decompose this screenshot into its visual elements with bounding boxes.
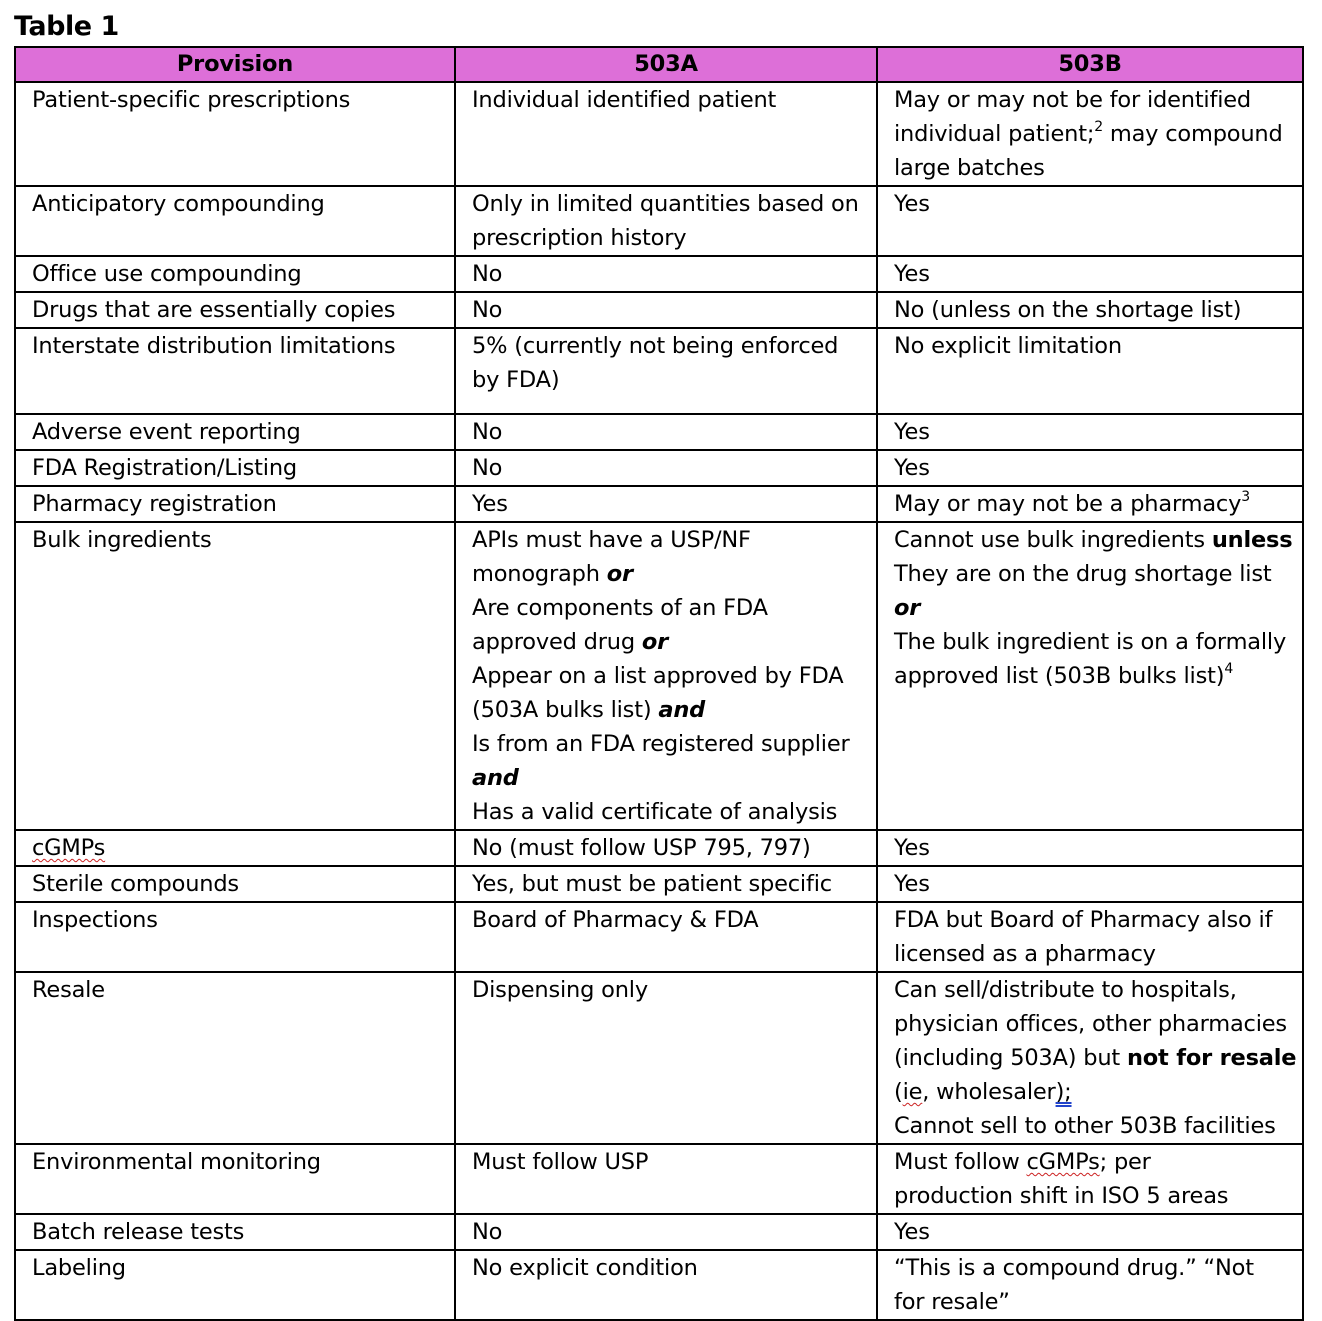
table-title: Table 1 — [14, 11, 119, 42]
cell-text — [472, 693, 872, 727]
emphasis-text: not for resale — [1126, 1045, 1297, 1071]
provision-cell: Patient-specific prescriptions — [15, 82, 455, 186]
cell-text: cGMPs — [32, 835, 106, 861]
cell-text: physician offices, other pharmacies — [894, 1011, 1287, 1037]
503b-cell: No explicit limitation — [877, 328, 1303, 414]
cell-text: FDA but Board of Pharmacy also if — [894, 907, 1273, 933]
table-row — [15, 1214, 1303, 1250]
cell-text-part: ( — [894, 1079, 903, 1105]
table-row — [15, 486, 1303, 522]
table-row — [15, 292, 1303, 328]
footnote-ref: 2 — [1094, 118, 1103, 135]
emphasis-text: or — [641, 629, 669, 655]
503b-cell: No (unless on the shortage list) — [877, 292, 1303, 328]
cell-text-part: Must follow — [894, 1149, 1027, 1175]
provision-cell: Resale — [15, 972, 455, 1144]
cell-text — [894, 1145, 1298, 1179]
503b-cell — [877, 1250, 1303, 1320]
table-row — [15, 1250, 1303, 1320]
cell-text: large batches — [894, 155, 1045, 181]
provision-cell: Interstate distribution limitations — [15, 328, 455, 414]
cell-text — [472, 557, 872, 591]
footnote-ref: 3 — [1241, 488, 1250, 505]
cell-text: 5% (currently not being enforced — [472, 333, 839, 359]
table-row — [15, 256, 1303, 292]
503a-cell: Must follow USP — [455, 1144, 877, 1214]
cell-text-part: monograph — [472, 561, 607, 587]
cell-text: The bulk ingredient is on a formally — [894, 629, 1287, 655]
cell-text-part: , wholesaler — [922, 1079, 1056, 1105]
cell-text — [894, 1041, 1298, 1075]
emphasis-text: and — [658, 697, 706, 723]
cell-text: licensed as a pharmacy — [894, 941, 1156, 967]
503a-cell: No — [455, 450, 877, 486]
cell-text: Can sell/distribute to hospitals, — [894, 977, 1237, 1003]
table-row — [15, 902, 1303, 972]
cell-text-part: (503A bulks list) — [472, 697, 659, 723]
503a-cell: No — [455, 256, 877, 292]
table-row — [15, 82, 1303, 186]
table-row — [15, 328, 1303, 414]
cell-text-part: approved list (503B bulks list) — [894, 663, 1225, 689]
cell-text: May or may not be a pharmacy — [894, 491, 1242, 517]
provision-cell: Bulk ingredients — [15, 522, 455, 830]
provision-cell: Sterile compounds — [15, 866, 455, 902]
cell-text-part: ; per — [1099, 1149, 1151, 1175]
cell-text: production shift in ISO 5 areas — [894, 1183, 1229, 1209]
503a-cell: Yes — [455, 486, 877, 522]
cell-text: APIs must have a USP/NF — [472, 527, 751, 553]
provision-cell: Labeling — [15, 1250, 455, 1320]
cell-text — [894, 117, 1298, 151]
503a-cell: Board of Pharmacy & FDA — [455, 902, 877, 972]
cell-text — [894, 659, 1298, 693]
provision-cell: Environmental monitoring — [15, 1144, 455, 1214]
header-provision: Provision — [15, 47, 455, 82]
503b-cell — [877, 902, 1303, 972]
emphasis-text: unless — [1211, 527, 1293, 553]
cell-text: Only in limited quantities based on — [472, 191, 859, 217]
cell-text: by FDA) — [472, 367, 560, 393]
cell-text-part: ie — [902, 1079, 923, 1105]
table-row — [15, 1144, 1303, 1214]
provision-cell: Batch release tests — [15, 1214, 455, 1250]
503b-cell: Yes — [877, 186, 1303, 256]
503b-cell: Yes — [877, 256, 1303, 292]
503b-cell — [877, 82, 1303, 186]
table-row — [15, 866, 1303, 902]
503a-cell: No (must follow USP 795, 797) — [455, 830, 877, 866]
provision-cell: Pharmacy registration — [15, 486, 455, 522]
503a-cell — [455, 522, 877, 830]
cell-text: Cannot sell to other 503B facilities — [894, 1113, 1276, 1139]
cell-text-part: may compound — [1102, 121, 1283, 147]
503a-cell: Dispensing only — [455, 972, 877, 1144]
503a-cell — [455, 328, 877, 414]
table-row — [15, 186, 1303, 256]
provision-cell: Adverse event reporting — [15, 414, 455, 450]
503b-cell: Yes — [877, 450, 1303, 486]
503a-cell: No — [455, 414, 877, 450]
cell-text-part: approved drug — [472, 629, 642, 655]
503b-cell: Yes — [877, 866, 1303, 902]
cell-text: Are components of an FDA — [472, 595, 768, 621]
emphasis-text: and — [472, 765, 519, 791]
cell-text-part: ); — [1055, 1079, 1072, 1105]
table-row — [15, 414, 1303, 450]
cell-text: Appear on a list approved by FDA — [472, 663, 844, 689]
503a-cell: No — [455, 1214, 877, 1250]
cell-text — [472, 625, 872, 659]
comparison-table — [14, 46, 1304, 1321]
table-row — [15, 972, 1303, 1144]
cell-text-part: individual patient; — [894, 121, 1095, 147]
table-header-row — [15, 47, 1303, 82]
cell-text — [894, 1075, 1298, 1109]
503b-cell: Yes — [877, 1214, 1303, 1250]
503b-cell: Yes — [877, 414, 1303, 450]
header-503a: 503A — [455, 47, 877, 82]
503a-cell: No explicit condition — [455, 1250, 877, 1320]
table-row — [15, 450, 1303, 486]
provision-cell: Drugs that are essentially copies — [15, 292, 455, 328]
cell-text-part: Cannot use bulk ingredients — [894, 527, 1212, 553]
cell-text: for resale” — [894, 1289, 1010, 1315]
503b-cell — [877, 486, 1303, 522]
cell-text: May or may not be for identified — [894, 87, 1251, 113]
cell-text: They are on the drug shortage list — [894, 561, 1272, 587]
provision-cell: Office use compounding — [15, 256, 455, 292]
cell-text-part: (including 503A) but — [894, 1045, 1127, 1071]
cell-text: Is from an FDA registered supplier — [472, 731, 850, 757]
provision-cell: FDA Registration/Listing — [15, 450, 455, 486]
table-row — [15, 522, 1303, 830]
503a-cell — [455, 186, 877, 256]
cell-text: Has a valid certificate of analysis — [472, 799, 838, 825]
table-row — [15, 830, 1303, 866]
footnote-ref: 4 — [1224, 660, 1234, 677]
provision-cell: Anticipatory compounding — [15, 186, 455, 256]
emphasis-text: or — [894, 595, 921, 621]
503b-cell — [877, 522, 1303, 830]
503b-cell: Yes — [877, 830, 1303, 866]
cell-text-part: cGMPs — [1026, 1149, 1100, 1175]
provision-cell: Inspections — [15, 902, 455, 972]
503b-cell — [877, 972, 1303, 1144]
cell-text: prescription history — [472, 225, 687, 251]
503a-cell: Yes, but must be patient specific — [455, 866, 877, 902]
cell-text — [894, 523, 1298, 557]
header-503b: 503B — [877, 47, 1303, 82]
cell-text: Individual identified patient — [472, 87, 777, 113]
emphasis-text: or — [606, 561, 633, 587]
503a-cell — [455, 82, 877, 186]
cell-text: “This is a compound drug.” “Not — [894, 1255, 1254, 1281]
503a-cell: No — [455, 292, 877, 328]
provision-cell — [15, 830, 455, 866]
503b-cell — [877, 1144, 1303, 1214]
